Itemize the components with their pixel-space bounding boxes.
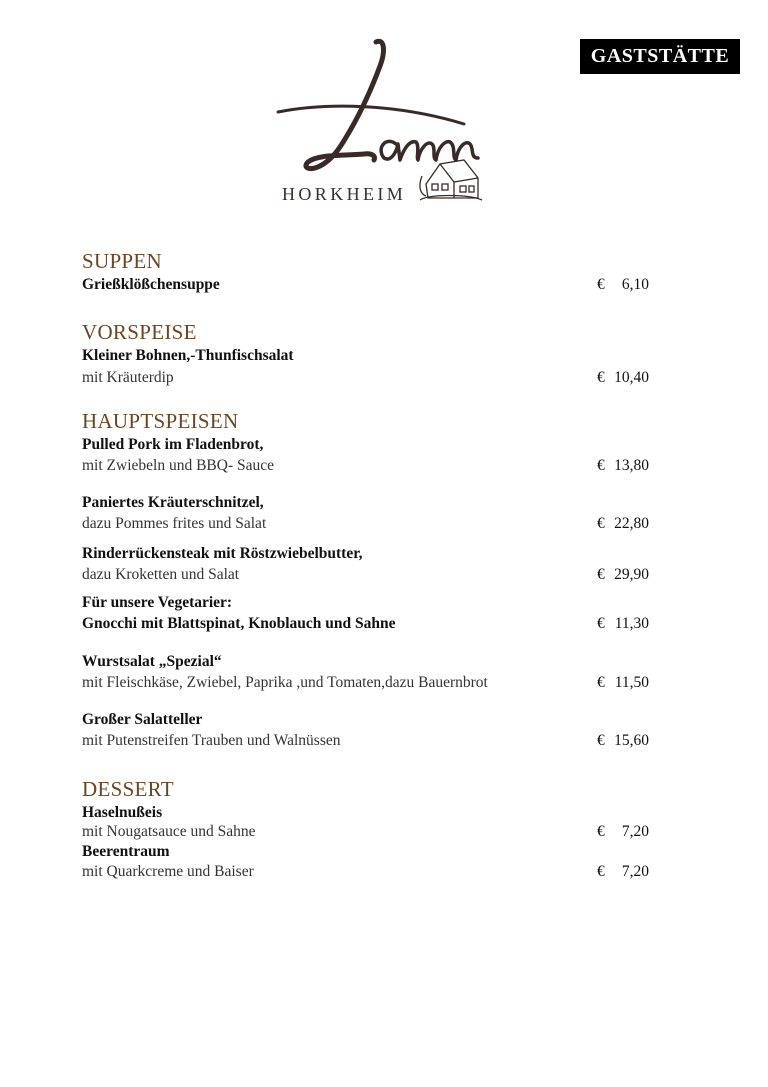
item-price — [597, 732, 649, 750]
item-name-secondary: Gnocchi mit Blattspinat, Knoblauch und Sahne — [82, 615, 396, 632]
price-value: 11,50 — [614, 674, 649, 691]
item-price — [597, 566, 649, 584]
section-title-suppen: SUPPEN — [82, 249, 162, 273]
item-name: Haselnußeis — [82, 804, 163, 821]
item-name: Für unsere Vegetarier: — [82, 594, 233, 611]
item-price — [597, 823, 649, 841]
house-icon — [420, 160, 482, 200]
currency-symbol: € — [597, 457, 605, 474]
lamm-logo — [268, 36, 488, 208]
currency-symbol: € — [597, 863, 605, 880]
item-price — [597, 615, 649, 633]
item-description: mit Zwiebeln und BBQ- Sauce — [82, 457, 274, 474]
item-description: mit Nougatsauce und Sahne — [82, 823, 256, 840]
price-value: 7,20 — [621, 863, 649, 880]
price-value: 22,80 — [614, 515, 649, 532]
item-name: Pulled Pork im Fladenbrot, — [82, 436, 264, 453]
item-price — [597, 276, 649, 294]
price-value: 29,90 — [614, 566, 649, 583]
section-title-hauptspeisen: HAUPTSPEISEN — [82, 409, 239, 433]
item-name: Großer Salatteller — [82, 711, 203, 728]
currency-symbol: € — [597, 566, 605, 583]
item-price — [597, 863, 649, 881]
price-value: 6,10 — [621, 276, 649, 293]
price-value: 7,20 — [621, 823, 649, 840]
currency-symbol: € — [597, 674, 605, 691]
item-name: Wurstsalat „Spezial“ — [82, 653, 222, 670]
item-description: mit Kräuterdip — [82, 369, 174, 386]
section-title-dessert: DESSERT — [82, 777, 174, 801]
item-description: mit Putenstreifen Trauben und Walnüssen — [82, 732, 341, 749]
currency-symbol: € — [597, 732, 605, 749]
logo-subtitle: HORKHEIM — [282, 184, 407, 204]
currency-symbol: € — [597, 515, 605, 532]
item-name: Grießklößchensuppe — [82, 276, 220, 293]
price-value: 15,60 — [614, 732, 649, 749]
price-value: 11,30 — [614, 615, 649, 632]
gaststaette-label: GASTSTÄTTE — [580, 39, 740, 74]
item-description: mit Fleischkäse, Zwiebel, Paprika ,und Tomaten,dazu Bauernbrot — [82, 674, 488, 691]
currency-symbol: € — [597, 615, 605, 632]
currency-symbol: € — [597, 276, 605, 293]
section-title-vorspeise: VORSPEISE — [82, 320, 197, 344]
currency-symbol: € — [597, 823, 605, 840]
item-name: Beerentraum — [82, 843, 170, 860]
price-value: 10,40 — [614, 369, 649, 386]
item-description: mit Quarkcreme und Baiser — [82, 863, 254, 880]
item-name: Rinderrückensteak mit Röstzwiebelbutter, — [82, 545, 363, 562]
currency-symbol: € — [597, 369, 605, 386]
item-name: Paniertes Kräuterschnitzel, — [82, 494, 264, 511]
item-price — [597, 515, 649, 533]
item-description: dazu Pommes frites und Salat — [82, 515, 267, 532]
price-value: 13,80 — [614, 457, 649, 474]
item-price — [597, 457, 649, 475]
item-price — [597, 369, 649, 387]
item-description: dazu Kroketten und Salat — [82, 566, 240, 583]
item-name: Kleiner Bohnen,-Thunfischsalat — [82, 347, 294, 364]
item-price — [597, 674, 649, 692]
